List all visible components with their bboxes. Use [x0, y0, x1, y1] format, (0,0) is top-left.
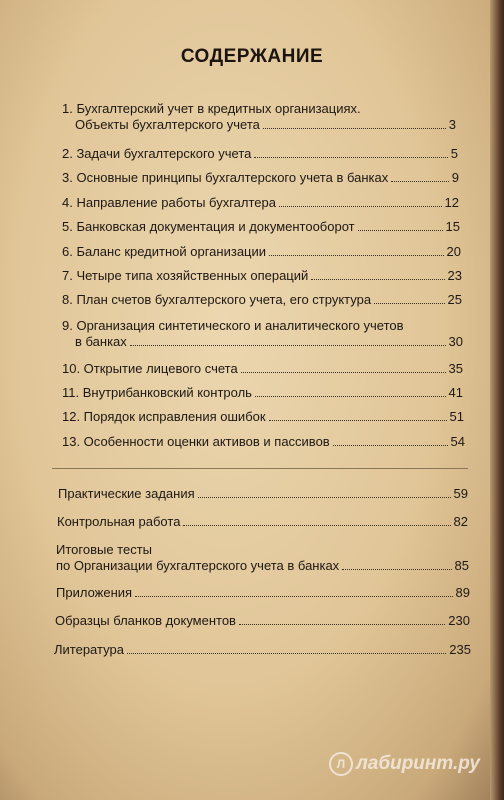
- toc-entry-text: 10. Открытие лицевого счета: [62, 361, 238, 376]
- dot-leader: [239, 624, 445, 625]
- page-edge-shadow: [490, 0, 504, 800]
- toc-entry-text: 3. Основные принципы бухгалтерского учета в банках: [62, 170, 389, 185]
- watermark-text: лабиринт.ру: [355, 753, 480, 774]
- toc-page-number: 15: [445, 219, 460, 234]
- toc-extra-appendices: [56, 585, 470, 601]
- toc-extra-literature: [54, 642, 471, 658]
- toc-entry-text: Итоговые тесты: [56, 542, 152, 557]
- toc-entry-text-cont: по Организации бухгалтерского учета в банках: [56, 558, 340, 573]
- toc-entry-text: 7. Четыре типа хозяйственных операций: [62, 268, 309, 283]
- dot-leader: [254, 157, 447, 158]
- toc-entry-text: 13. Особенности оценки активов и пассивов: [62, 434, 330, 449]
- dot-leader: [198, 497, 451, 498]
- toc-entry-text: 12. Порядок исправления ошибок: [62, 409, 266, 424]
- toc-entry-1: [62, 101, 456, 133]
- toc-extra-final-tests: [56, 542, 469, 574]
- toc-entry-text: 6. Баланс кредитной организации: [62, 244, 267, 259]
- dot-leader: [311, 279, 444, 280]
- toc-page-number: 59: [453, 486, 468, 501]
- dot-leader: [333, 445, 448, 446]
- toc-entry-4: [62, 195, 459, 211]
- toc-entry-text: 1. Бухгалтерский учет в кредитных организациях.: [62, 101, 361, 116]
- toc-entry-text: Контрольная работа: [57, 514, 181, 529]
- toc-page-number: 85: [454, 558, 469, 573]
- dot-leader: [130, 345, 446, 346]
- toc-entry-3: [62, 170, 459, 186]
- dot-leader: [263, 128, 446, 129]
- toc-entry-text: Приложения: [56, 585, 133, 600]
- dot-leader: [183, 525, 450, 526]
- toc-page-number: 30: [448, 334, 463, 349]
- toc-page-number: 9: [451, 170, 459, 185]
- dot-leader: [269, 255, 444, 256]
- toc-extra-practice: [58, 486, 468, 502]
- toc-entry-text: 4. Направление работы бухгалтера: [62, 195, 276, 210]
- toc-page-number: 20: [446, 244, 461, 259]
- toc-entry-text: 8. План счетов бухгалтерского учета, его структура: [62, 292, 372, 307]
- toc-page-number: 82: [453, 514, 468, 529]
- dot-leader: [127, 653, 446, 654]
- toc-page-number: 25: [447, 292, 462, 307]
- toc-entry-13: [62, 434, 465, 450]
- toc-entry-text: Образцы бланков документов: [55, 613, 236, 628]
- toc-page-number: 54: [450, 434, 465, 449]
- section-divider: [52, 468, 468, 469]
- dot-leader: [241, 372, 446, 373]
- toc-page-number: 5: [450, 146, 458, 161]
- toc-entry-12: [62, 409, 464, 425]
- toc-entry-7: [62, 268, 462, 284]
- toc-entry-text-cont: в банках: [75, 334, 127, 349]
- toc-entry-9: [62, 318, 463, 350]
- toc-page-number: 12: [444, 195, 459, 210]
- toc-entry-text: 11. Внутрибанковский контроль: [62, 385, 252, 400]
- toc-page-number: 235: [449, 642, 471, 657]
- toc-entry-8: [62, 292, 462, 308]
- toc-page-number: 41: [448, 385, 463, 400]
- labirint-logo-icon: Л: [329, 752, 353, 776]
- toc-entry-2: [62, 146, 458, 162]
- dot-leader: [374, 303, 444, 304]
- dot-leader: [358, 230, 443, 231]
- toc-page-number: 35: [448, 361, 463, 376]
- toc-entry-text-cont: Объекты бухгалтерского учета: [75, 117, 260, 132]
- toc-extra-forms: [55, 613, 470, 629]
- toc-entry-6: [62, 244, 461, 260]
- page-title: СОДЕРЖАНИЕ: [180, 46, 324, 67]
- labirint-watermark: [329, 752, 480, 776]
- dot-leader: [279, 206, 442, 207]
- toc-page-number: 89: [455, 585, 470, 600]
- toc-entry-text: 9. Организация синтетического и аналитического учетов: [62, 318, 404, 333]
- toc-entry-11: [62, 385, 463, 401]
- dot-leader: [255, 396, 446, 397]
- toc-entry-text: 5. Банковская документация и документооборот: [62, 219, 355, 234]
- dot-leader: [391, 181, 449, 182]
- toc-page-number: 23: [447, 268, 462, 283]
- toc-page-number: 51: [449, 409, 464, 424]
- toc-entry-5: [62, 219, 460, 235]
- toc-entry-text: 2. Задачи бухгалтерского учета: [62, 146, 252, 161]
- dot-leader: [342, 569, 451, 570]
- toc-extra-test-work: [57, 514, 468, 530]
- toc-page-number: 230: [448, 613, 470, 628]
- dot-leader: [135, 596, 452, 597]
- toc-entry-text: Литература: [54, 642, 124, 657]
- dot-leader: [269, 420, 447, 421]
- toc-entry-10: [62, 361, 463, 377]
- toc-entry-text: Практические задания: [58, 486, 195, 501]
- toc-page-number: 3: [448, 117, 456, 132]
